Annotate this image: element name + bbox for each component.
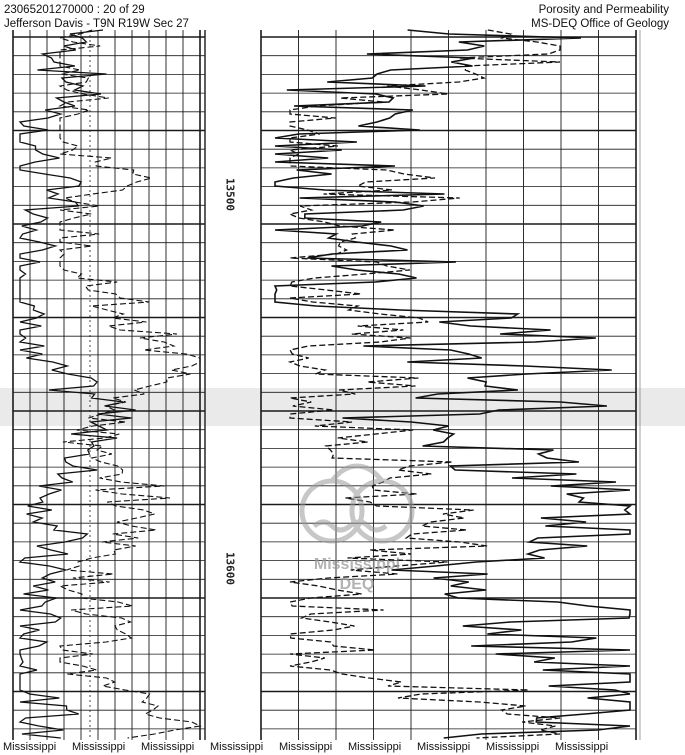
footer-label: Mississippi <box>486 741 540 753</box>
watermark-text-2: DEQ <box>339 576 375 593</box>
header-right <box>531 3 669 31</box>
log-curve-track1-solid <box>20 30 136 738</box>
header-left <box>4 3 189 31</box>
watermark-text-1: Mississippi <box>313 556 401 573</box>
log-curve-track2-dashed <box>290 30 560 738</box>
footer-label: Mississippi <box>141 741 195 753</box>
footer-label: Mississippi <box>348 741 402 753</box>
footer-label: Mississippi <box>3 741 57 753</box>
footer-label: Mississippi <box>279 741 333 753</box>
footer <box>0 740 685 755</box>
agency-name: MS-DEQ Office of Geology <box>531 18 669 30</box>
well-location: Jefferson Davis - T9N R19W Sec 27 <box>4 18 189 30</box>
depth-label-13500: 13500 <box>223 177 237 212</box>
footer-label: Mississippi <box>210 741 264 753</box>
footer-label: Mississippi <box>555 741 609 753</box>
footer-label: Mississippi <box>417 741 471 753</box>
well-id: 23065201270000 : 20 of 29 <box>4 4 145 16</box>
depth-label-13600: 13600 <box>223 551 237 586</box>
footer-label: Mississippi <box>72 741 126 753</box>
log-curve-track2-solid <box>275 30 630 738</box>
log-type: Porosity and Permeability <box>538 4 669 16</box>
